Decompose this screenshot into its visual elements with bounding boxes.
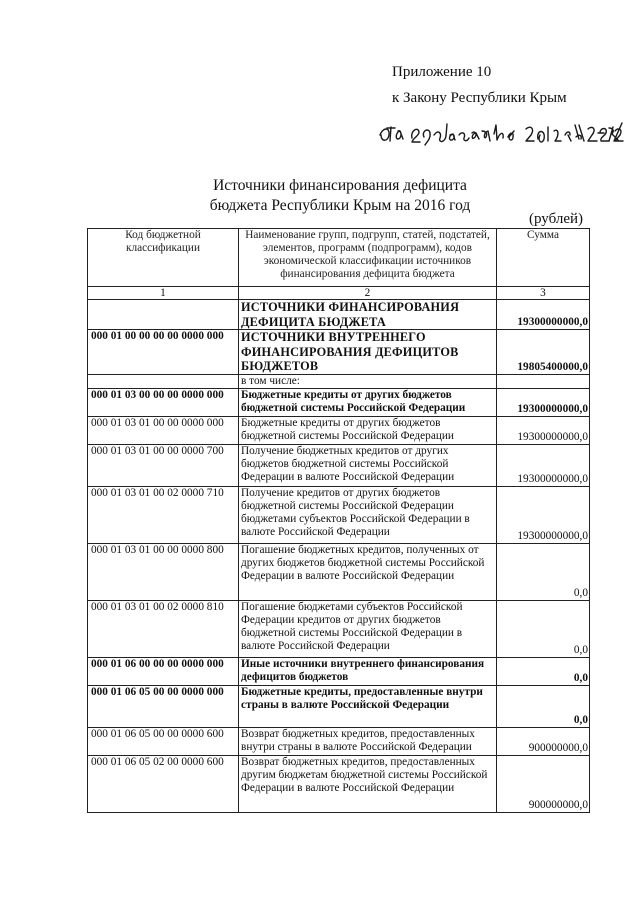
row-value: 19300000000,0 [497, 388, 590, 416]
row-code [88, 374, 239, 388]
row-name: Бюджетные кредиты от других бюджетов бюджетной системы Российской Федерации [239, 388, 497, 416]
row-value: 19805400000,0 [497, 330, 590, 375]
currency-unit-label: (рублей) [529, 211, 584, 227]
row-code: 000 01 03 01 00 00 0000 700 [88, 444, 239, 486]
appendix-header [392, 63, 567, 107]
table-row [88, 657, 590, 685]
table-row [88, 486, 590, 543]
table-column-numbers-row [88, 287, 590, 300]
row-value: 0,0 [497, 657, 590, 685]
row-value: 900000000,0 [497, 727, 590, 755]
row-value: 19300000000,0 [497, 486, 590, 543]
row-code: 000 01 06 05 00 00 0000 000 [88, 685, 239, 727]
row-name: Возврат бюджетных кредитов, предоставленных внутри страны в валюте Российской Федерации [239, 727, 497, 755]
table-header-row [88, 229, 590, 287]
table-row [88, 374, 590, 388]
table-row [88, 600, 590, 657]
row-code [88, 300, 239, 330]
row-value: 19300000000,0 [497, 416, 590, 444]
row-code: 000 01 06 00 00 00 0000 000 [88, 657, 239, 685]
row-code: 000 01 03 01 00 00 0000 000 [88, 416, 239, 444]
row-code: 000 01 06 05 02 00 0000 600 [88, 755, 239, 812]
column-number-code: 1 [88, 287, 239, 300]
row-value [497, 374, 590, 388]
row-name: ИСТОЧНИКИ ФИНАНСИРОВАНИЯ ДЕФИЦИТА БЮДЖЕТА [239, 300, 497, 330]
row-name: Иные источники внутреннего финансирования дефицитов бюджетов [239, 657, 497, 685]
header-sum: Сумма [497, 229, 590, 287]
appendix-number: Приложение 10 [392, 64, 492, 80]
row-name: Погашение бюджетами субъектов Российской Федерации кредитов от других бюджетов бюджетной системы Российской Федерации в валюте Российской Федерации [239, 600, 497, 657]
appendix-law-reference: к Закону Республики Крым [392, 90, 567, 106]
table-row [88, 300, 590, 330]
title-line-1: Источники финансирования дефицита [213, 177, 467, 194]
row-value: 900000000,0 [497, 755, 590, 812]
column-number-name: 2 [239, 287, 497, 300]
row-name: в том числе: [239, 374, 497, 388]
row-value: 19300000000,0 [497, 300, 590, 330]
row-name: ИСТОЧНИКИ ВНУТРЕННЕГО ФИНАНСИРОВАНИЯ ДЕФИЦИТОВ БЮДЖЕТОВ [239, 330, 497, 375]
column-number-sum: 3 [497, 287, 590, 300]
table-row [88, 543, 590, 600]
row-name: Бюджетные кредиты, предоставленные внутри страны в валюте Российской Федерации [239, 685, 497, 727]
document-title [150, 176, 530, 216]
row-code: 000 01 03 00 00 00 0000 000 [88, 388, 239, 416]
row-code: 000 01 03 01 00 02 0000 710 [88, 486, 239, 543]
row-value: 0,0 [497, 600, 590, 657]
row-code: 000 01 03 01 00 00 0000 800 [88, 543, 239, 600]
row-name: Погашение бюджетных кредитов, полученных от других бюджетов бюджетной системы Российской Федерации в валюте Российской Федерации [239, 543, 497, 600]
row-name: Возврат бюджетных кредитов, предоставленных другим бюджетам бюджетной системы Российской Федерации в валюте Российской Федерации [239, 755, 497, 812]
table-row [88, 755, 590, 812]
row-value: 0,0 [497, 543, 590, 600]
row-value: 0,0 [497, 685, 590, 727]
row-name: Получение кредитов от других бюджетов бюджетной системы Российской Федерации бюджетами субъектов Российской Федерации в валюте Российской Федерации [239, 486, 497, 543]
financing-sources-table [87, 228, 590, 813]
row-name: Бюджетные кредиты от других бюджетов бюджетной системы Российской Федерации [239, 416, 497, 444]
header-name: Наименование групп, подгрупп, статей, подстатей, элементов, программ (подпрограмм), кодов экономической классификации источников финансирования дефицита бюджета [239, 229, 497, 287]
header-code: Код бюджетной классификации [88, 229, 239, 287]
title-line-2: бюджета Республики Крым на 2016 год [209, 197, 471, 214]
table-row [88, 330, 590, 375]
handwritten-signature [376, 113, 626, 149]
row-code: 000 01 06 05 00 00 0000 600 [88, 727, 239, 755]
table-row [88, 727, 590, 755]
table-row [88, 685, 590, 727]
row-value: 19300000000,0 [497, 444, 590, 486]
row-name: Получение бюджетных кредитов от других бюджетов бюджетной системы Российской Федерации в валюте Российской Федерации [239, 444, 497, 486]
table-row [88, 388, 590, 416]
table-row [88, 444, 590, 486]
row-code: 000 01 03 01 00 02 0000 810 [88, 600, 239, 657]
row-code: 000 01 00 00 00 00 0000 000 [88, 330, 239, 375]
table-row [88, 416, 590, 444]
